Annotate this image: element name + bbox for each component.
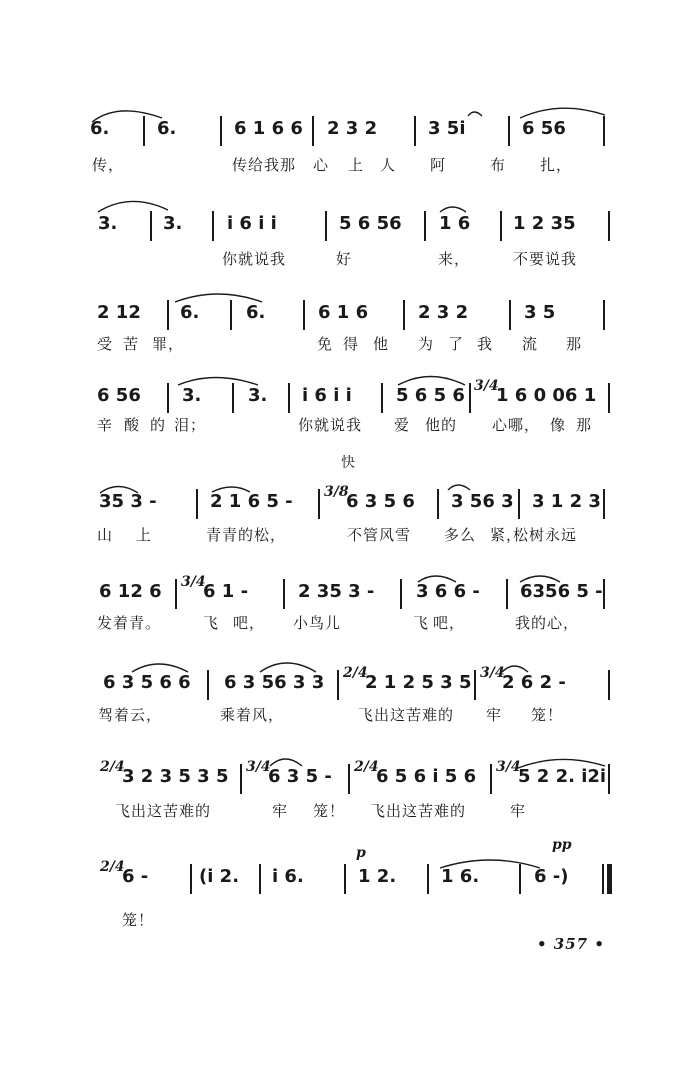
music-line-8 bbox=[0, 758, 700, 792]
barline bbox=[337, 670, 339, 700]
lyric: 像 bbox=[550, 416, 567, 434]
lyric: 泪； bbox=[174, 416, 207, 434]
lyric: 牢 bbox=[510, 802, 527, 820]
barline bbox=[325, 211, 327, 241]
barline bbox=[424, 211, 426, 241]
lyric: 吧， bbox=[433, 614, 466, 632]
barline bbox=[312, 116, 314, 146]
note-group: i 6. bbox=[272, 866, 304, 887]
note-group: 5 2 2. i2i bbox=[518, 766, 607, 787]
note-group: 6 1 6 6 bbox=[234, 118, 303, 139]
lyric: 飞出这苦难的 bbox=[358, 706, 455, 724]
lyric: 罪， bbox=[152, 335, 185, 353]
lyric: 流 bbox=[522, 335, 539, 353]
barline bbox=[603, 300, 605, 330]
barline bbox=[230, 300, 232, 330]
barline bbox=[400, 579, 402, 609]
tempo-mark: 快 bbox=[341, 455, 355, 471]
music-line-7 bbox=[0, 664, 700, 698]
lyric: 不要说我 bbox=[513, 250, 578, 268]
barline bbox=[506, 579, 508, 609]
lyric: 了 bbox=[448, 335, 465, 353]
music-line-2 bbox=[0, 205, 700, 239]
note-group: 3 5 bbox=[524, 302, 556, 323]
note-group: 2 3 2 bbox=[327, 118, 378, 139]
lyric-line-2 bbox=[0, 252, 700, 286]
lyric: 酸 bbox=[124, 416, 141, 434]
note-group: 6. bbox=[90, 118, 110, 139]
note-group: 3. bbox=[248, 385, 268, 406]
barline bbox=[508, 116, 510, 146]
barline bbox=[509, 300, 511, 330]
barline bbox=[427, 864, 429, 894]
lyric: 飞 bbox=[203, 614, 220, 632]
barline bbox=[381, 383, 383, 413]
note-group: 6 - bbox=[122, 866, 149, 887]
lyric-line-7 bbox=[0, 708, 700, 742]
barline bbox=[403, 300, 405, 330]
note-group: 6 3 5 - bbox=[268, 766, 332, 787]
barline bbox=[196, 489, 198, 519]
lyric: 为 bbox=[418, 335, 435, 353]
barline bbox=[348, 764, 350, 794]
note-group: 5 6 5 6 bbox=[396, 385, 465, 406]
time-signature: 2/4 bbox=[343, 665, 368, 681]
lyric: 的 bbox=[150, 416, 167, 434]
barline bbox=[143, 116, 145, 146]
lyric: 山 bbox=[97, 526, 114, 544]
lyric: 阿 bbox=[430, 156, 447, 174]
lyric: 吧， bbox=[233, 614, 266, 632]
time-signature: 2/4 bbox=[100, 759, 125, 775]
lyric: 牢 bbox=[486, 706, 503, 724]
barline bbox=[519, 864, 521, 894]
barline bbox=[603, 489, 605, 519]
time-signature: 2/4 bbox=[354, 759, 379, 775]
lyric: 紧， bbox=[490, 526, 523, 544]
lyric: 你就说我 bbox=[298, 416, 363, 434]
note-group: 3. bbox=[182, 385, 202, 406]
page-number: • 357 • bbox=[537, 935, 605, 953]
lyric-line-1 bbox=[0, 158, 700, 192]
lyric: 小鸟儿 bbox=[293, 614, 342, 632]
lyric-line-8 bbox=[0, 804, 700, 838]
barline bbox=[518, 489, 520, 519]
lyric: 他 bbox=[373, 335, 390, 353]
barline bbox=[318, 489, 320, 519]
note-group: 6. bbox=[157, 118, 177, 139]
time-signature: 3/4 bbox=[474, 378, 499, 394]
barline bbox=[150, 211, 152, 241]
note-group: 6. bbox=[246, 302, 266, 323]
barline bbox=[240, 764, 242, 794]
barline bbox=[603, 116, 605, 146]
note-group: 5 6 56 bbox=[339, 213, 402, 234]
time-signature: 3/8 bbox=[324, 484, 349, 500]
note-group: 2 6 2 - bbox=[502, 672, 566, 693]
barline bbox=[474, 670, 476, 700]
barline bbox=[608, 670, 610, 700]
note-group: 1 6 bbox=[439, 213, 471, 234]
note-group: 3. bbox=[163, 213, 183, 234]
note-group: 1 6. bbox=[441, 866, 480, 887]
barline bbox=[500, 211, 502, 241]
lyric: 来， bbox=[438, 250, 471, 268]
note-group: 3 6 6 - bbox=[416, 581, 480, 602]
note-group: 2 1 6 5 - bbox=[210, 491, 293, 512]
music-line-6 bbox=[0, 573, 700, 607]
time-signature: 3/4 bbox=[246, 759, 271, 775]
barline bbox=[469, 383, 471, 413]
barline bbox=[283, 579, 285, 609]
note-group: 6 5 6 i 5 6 bbox=[376, 766, 477, 787]
barline bbox=[212, 211, 214, 241]
lyric: 辛 bbox=[97, 416, 114, 434]
note-group: 2 35 3 - bbox=[298, 581, 375, 602]
lyric: 人 bbox=[380, 156, 397, 174]
note-group: 6 56 bbox=[97, 385, 141, 406]
music-line-4 bbox=[0, 377, 700, 411]
lyric: 苦 bbox=[123, 335, 140, 353]
note-group: 3 56 3 bbox=[451, 491, 514, 512]
barline bbox=[167, 383, 169, 413]
barline bbox=[437, 489, 439, 519]
lyric: 传给我那 bbox=[232, 156, 297, 174]
lyric: 布 bbox=[490, 156, 507, 174]
barline bbox=[167, 300, 169, 330]
barline bbox=[232, 383, 234, 413]
dynamic-mark: pp bbox=[552, 837, 572, 853]
lyric: 传， bbox=[92, 156, 125, 174]
lyric: 爱 bbox=[394, 416, 411, 434]
lyric: 笼！ bbox=[531, 706, 564, 724]
note-group: 6. bbox=[180, 302, 200, 323]
lyric: 驾着云， bbox=[98, 706, 163, 724]
note-group: 1 2 35 bbox=[513, 213, 576, 234]
barline bbox=[303, 300, 305, 330]
note-group: 6 3 5 6 bbox=[346, 491, 415, 512]
lyric: 心哪， bbox=[492, 416, 541, 434]
barline bbox=[608, 764, 610, 794]
lyric: 发着青。 bbox=[97, 614, 162, 632]
barline bbox=[490, 764, 492, 794]
lyric: 免 bbox=[317, 335, 334, 353]
note-group: 35 3 - bbox=[99, 491, 157, 512]
lyric: 上 bbox=[136, 526, 153, 544]
note-group: 6 56 bbox=[522, 118, 566, 139]
note-group: 6356 5 - bbox=[520, 581, 603, 602]
music-line-3 bbox=[0, 294, 700, 328]
barline bbox=[207, 670, 209, 700]
lyric: 松树永远 bbox=[513, 526, 578, 544]
barline bbox=[344, 864, 346, 894]
lyric: 乘着风， bbox=[220, 706, 285, 724]
note-group: 6 -) bbox=[534, 866, 569, 887]
lyric: 受 bbox=[97, 335, 114, 353]
lyric: 你就说我 bbox=[222, 250, 287, 268]
music-line-1 bbox=[0, 110, 700, 144]
note-group: 3 1 2 3 bbox=[532, 491, 601, 512]
lyric: 不管风雪 bbox=[347, 526, 412, 544]
barline bbox=[288, 383, 290, 413]
barline bbox=[259, 864, 261, 894]
note-group: 2 1 2 5 3 5 bbox=[365, 672, 472, 693]
note-group: 6 1 6 bbox=[318, 302, 369, 323]
barline bbox=[603, 579, 605, 609]
note-group: (i 2. bbox=[199, 866, 240, 887]
note-group: 6 3 5 6 6 bbox=[103, 672, 191, 693]
barline bbox=[414, 116, 416, 146]
barline bbox=[220, 116, 222, 146]
note-group: 2 12 bbox=[97, 302, 141, 323]
lyric-line-6 bbox=[0, 616, 700, 650]
lyric-line-4 bbox=[0, 418, 700, 452]
lyric: 笼！ bbox=[313, 802, 346, 820]
lyric: 牢 bbox=[272, 802, 289, 820]
music-line-5 bbox=[0, 483, 700, 517]
barline bbox=[608, 211, 610, 241]
barline bbox=[608, 383, 610, 413]
note-group: 3. bbox=[98, 213, 118, 234]
note-group: 1 6 0 06 1 bbox=[496, 385, 597, 406]
lyric: 我的心， bbox=[515, 614, 580, 632]
end-barline bbox=[602, 864, 604, 894]
time-signature: 3/4 bbox=[496, 759, 521, 775]
music-line-9 bbox=[0, 858, 700, 892]
barline bbox=[190, 864, 192, 894]
note-group: 2 3 2 bbox=[418, 302, 469, 323]
lyric: 上 bbox=[348, 156, 365, 174]
note-group: i 6 i i bbox=[302, 385, 352, 406]
lyric: 那 bbox=[566, 335, 583, 353]
lyric: 那 bbox=[576, 416, 593, 434]
note-group: 6 1 - bbox=[203, 581, 249, 602]
lyric: 笼！ bbox=[122, 911, 155, 929]
note-group: 3 5i bbox=[428, 118, 466, 139]
lyric: 他的 bbox=[425, 416, 458, 434]
lyric-line-5 bbox=[0, 528, 700, 562]
lyric: 飞出这苦难的 bbox=[115, 802, 212, 820]
barline bbox=[175, 579, 177, 609]
dynamic-mark: p bbox=[356, 845, 366, 861]
lyric: 得 bbox=[343, 335, 360, 353]
lyric: 飞 bbox=[413, 614, 430, 632]
time-signature: 3/4 bbox=[480, 665, 505, 681]
lyric: 飞出这苦难的 bbox=[370, 802, 467, 820]
time-signature: 3/4 bbox=[181, 574, 206, 590]
note-group: i 6 i i bbox=[227, 213, 277, 234]
lyric-line-3 bbox=[0, 337, 700, 371]
time-signature: 2/4 bbox=[100, 859, 125, 875]
note-group: 6 3 56 3 3 bbox=[224, 672, 325, 693]
note-group: 1 2. bbox=[358, 866, 397, 887]
lyric: 扎， bbox=[540, 156, 573, 174]
note-group: 6 12 6 bbox=[99, 581, 162, 602]
lyric: 多么 bbox=[444, 526, 477, 544]
note-group: 3 2 3 5 3 5 bbox=[122, 766, 229, 787]
lyric: 我 bbox=[477, 335, 494, 353]
lyric: 好 bbox=[336, 250, 353, 268]
end-barline-thick bbox=[607, 864, 612, 894]
lyric: 心 bbox=[313, 156, 330, 174]
lyric: 青青的松， bbox=[206, 526, 287, 544]
